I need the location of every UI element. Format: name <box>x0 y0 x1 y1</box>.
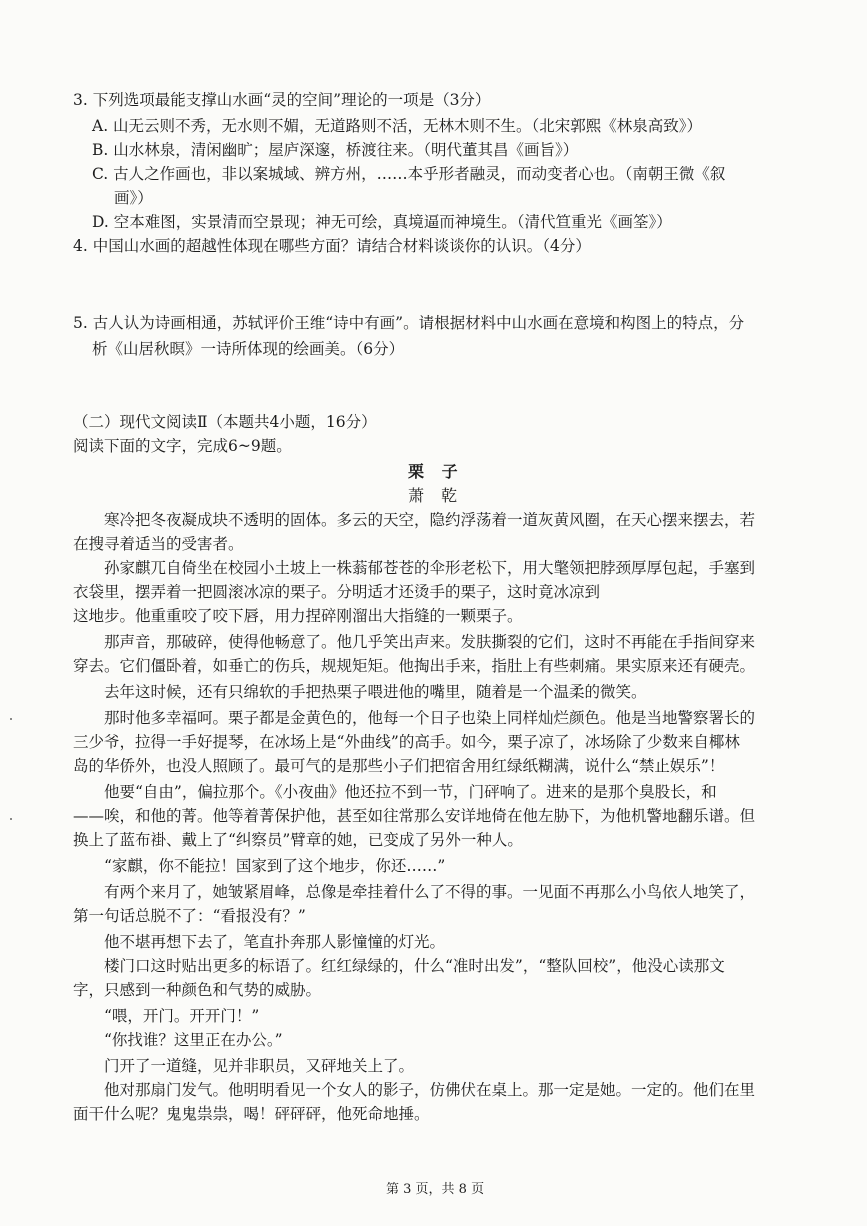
story-line: 那时他多幸福呵。栗子都是金黄色的，他每一个日子也染上同样灿烂颜色。他是当地警察署长的 <box>104 709 756 727</box>
story-line: 那声音，那破碎，使得他畅意了。他几乎笑出声来。发肤撕裂的它们，这时不再能在手指间穿来 <box>104 633 756 651</box>
story-line: 他不堪再想下去了，笔直扑奔那人影憧憧的灯光。 <box>104 933 446 951</box>
story-line: 楼门口这时贴出更多的标语了。红红绿绿的，什么“准时出发”，“整队回校”，他没心读那文 <box>104 957 725 975</box>
story-author: 萧 乾 <box>408 486 464 505</box>
question-3-option-b: B. 山水林泉，清闲幽旷；屋庐深邃，桥渡往来。（明代董其昌《画旨》） <box>92 141 579 159</box>
question-3-option-d: D. 空本难图，实景清而空景现；神无可绘，真境逼而神境生。（清代笪重光《画筌》） <box>92 213 672 231</box>
story-line: 他要“自由”，偏拉那个。《小夜曲》他还拉不到一节，门砰响了。进来的是那个臭股长，和 <box>104 783 717 801</box>
story-line: “家麒，你不能拉！国家到了这个地步，你还……” <box>104 857 446 875</box>
section-heading: （二）现代文阅读Ⅱ（本题共4小题，16分） <box>73 413 377 431</box>
story-line: 他对那扇门发气。他明明看见一个女人的影子，仿佛伏在桌上。那一定是她。一定的。他们在里 <box>104 1081 756 1099</box>
story-line: “喂，开门。开开门！” <box>104 1007 260 1025</box>
question-5-line1: 5. 古人认为诗画相通，苏轼评价王维“诗中有画”。请根据材料中山水画在意境和构图上的特点，分 <box>73 314 745 332</box>
story-line: 这地步。他重重咬了咬下唇，用力捏碎刚溜出大指缝的一颗栗子。 <box>73 607 523 625</box>
story-line: 岛的华侨外，也没人照顾了。最可气的是那些小子们把宿舍用红绿纸糊满，说什么“禁止娱乐”！ <box>73 757 725 775</box>
story-line: 孙家麒兀自倚坐在校园小土坡上一株蓊郁苍苍的伞形老松下，用大氅领把脖颈厚厚包起，手塞到 <box>104 559 756 577</box>
story-line: 第一句话总脱不了：“看报没有？” <box>73 907 306 925</box>
story-line: 在搜寻着适当的受害者。 <box>73 535 244 553</box>
story-line: 寒冷把冬夜凝成块不透明的固体。多云的天空，隐约浮荡着一道灰黄风圈，在天心摆来摆去，若 <box>104 511 756 529</box>
question-3-stem: 3. 下列选项最能支撑山水画“灵的空间”理论的一项是（3分） <box>73 91 491 109</box>
question-3-option-a: A. 山无云则不秀，无水则不媚，无道路则不活，无林木则不生。（北宋郭熙《林泉高致》） <box>92 117 703 135</box>
story-line: ——唉，和他的菁。他等着菁保护他，甚至如往常那么安详地倚在他左胁下，为他机警地翻乐谱。但 <box>73 807 756 825</box>
story-line: 门开了一道缝，见并非职员，又砰地关上了。 <box>104 1057 415 1075</box>
question-3-option-c-line1: C. 古人之作画也，非以案城域、辨方州，……本乎形者融灵，而动变者心也。（南朝王微《叙 <box>92 165 726 183</box>
story-line: 衣袋里，摆弄着一把圆滚冰凉的栗子。分明适才还烫手的栗子，这时竟冰凉到 <box>73 583 601 601</box>
question-3-option-c-line2: 画》） <box>114 189 153 207</box>
story-line: 换上了蓝布褂、戴上了“纠察员”臂章的她，已变成了另外一种人。 <box>73 831 523 849</box>
story-line: 穿去。它们僵卧着，如垂亡的伤兵，规规矩矩。他掏出手来，指肚上有些刺痛。果实原来还有硬壳。 <box>73 657 756 675</box>
question-5-line2: 析《山居秋暝》一诗所体现的绘画美。（6分） <box>92 340 405 358</box>
story-title: 栗 子 <box>408 462 464 481</box>
story-line: 三少爷，拉得一手好提琴，在冰场上是“外曲线”的高手。如今，栗子凉了，冰场除了少数来自椰林 <box>73 733 740 751</box>
story-line: 有两个来月了，她皱紧眉峰，总像是牵挂着什么了不得的事。一见面不再那么小鸟依人地笑了， <box>104 883 756 901</box>
story-line: 字，只感到一种颜色和气势的威胁。 <box>73 981 322 999</box>
scan-speck <box>10 718 12 720</box>
section-instruction: 阅读下面的文字，完成6~9题。 <box>73 437 292 455</box>
story-line: 面干什么呢？鬼鬼祟祟，喝！砰砰砰，他死命地捶。 <box>73 1105 430 1123</box>
scan-speck <box>10 818 12 820</box>
page-number-footer: 第 3 页，共 8 页 <box>386 1182 485 1197</box>
question-4: 4. 中国山水画的超越性体现在哪些方面？请结合材料谈谈你的认识。（4分） <box>73 237 591 255</box>
story-line: 去年这时候，还有只绵软的手把热栗子喂进他的嘴里，随着是一个温柔的微笑。 <box>104 683 647 701</box>
story-line: “你找谁？这里正在办公。” <box>104 1031 283 1049</box>
